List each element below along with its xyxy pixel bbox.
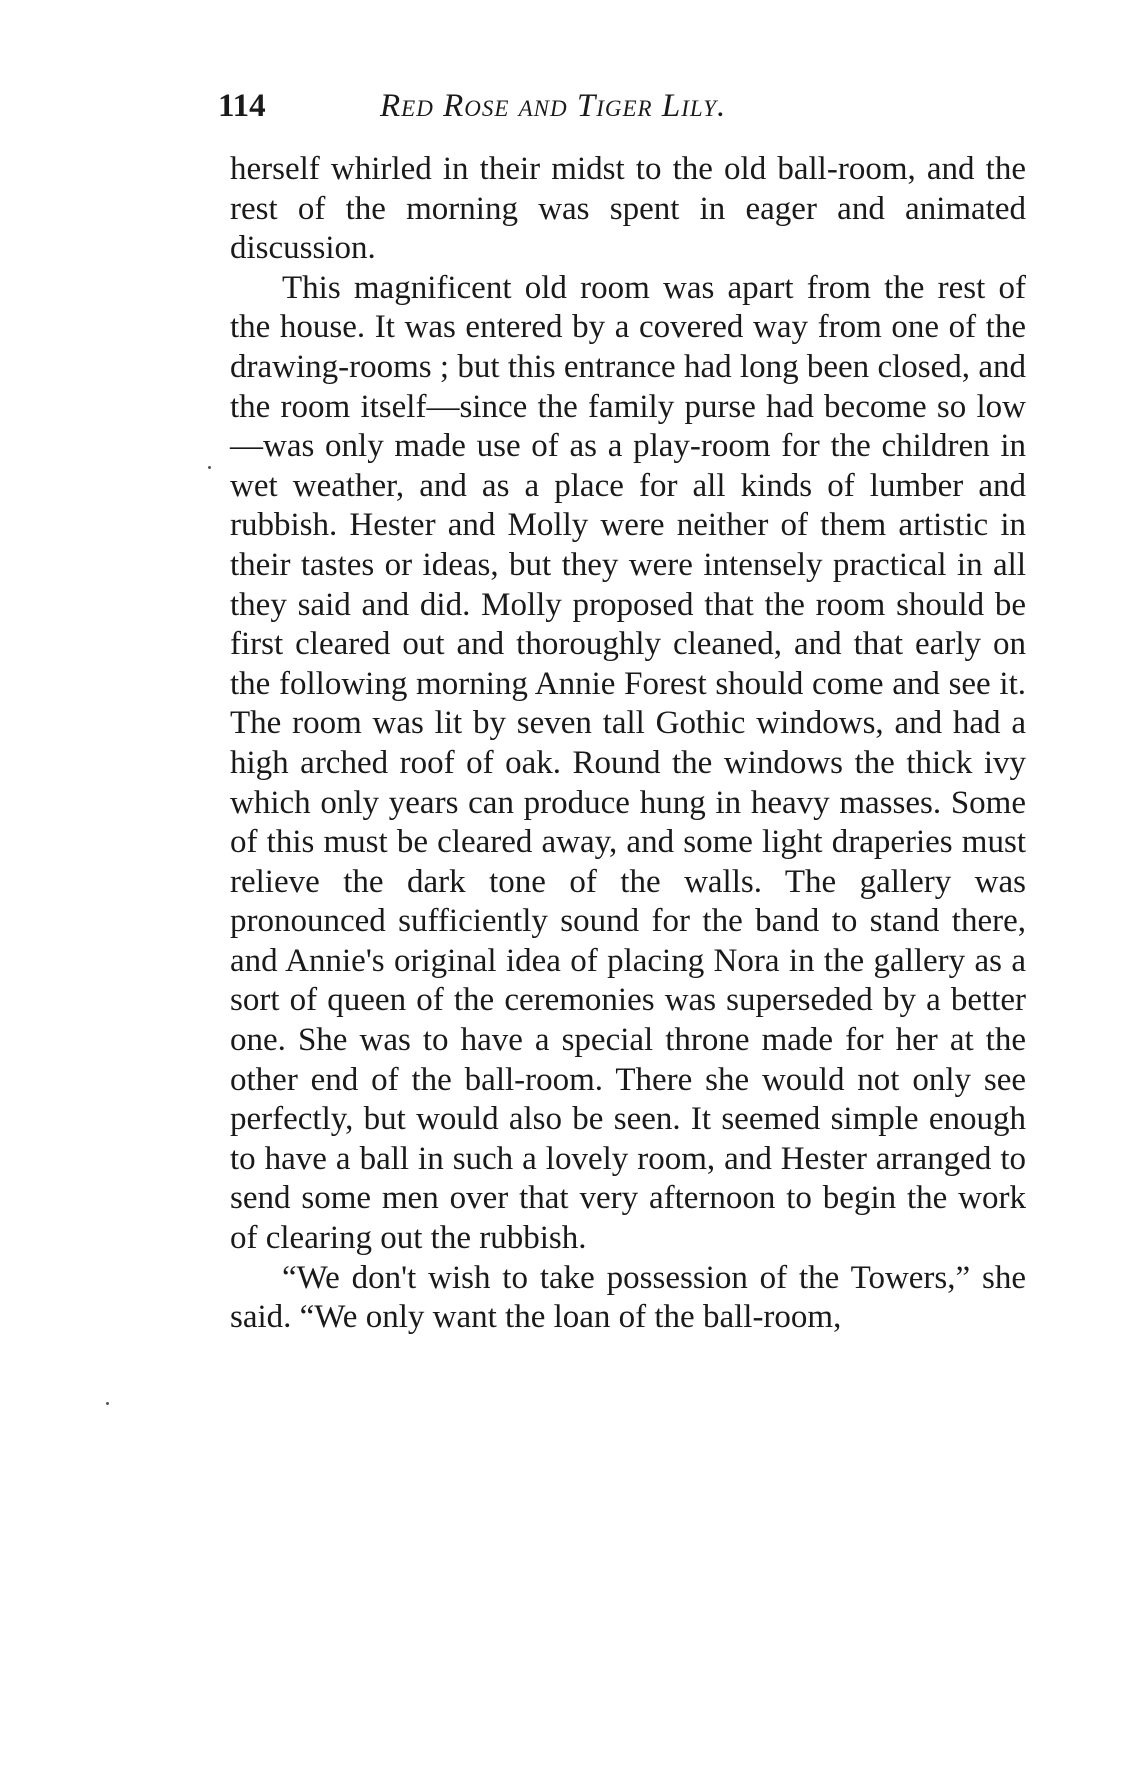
page-number: 114: [218, 88, 266, 124]
scan-speck: [106, 1402, 109, 1405]
page-header: [218, 88, 1028, 132]
scan-speck: [208, 466, 211, 469]
paragraph-2: This magnificent old room was apart from the rest of the house. It was entered by a covered way from one of the drawing-rooms ; but this entrance had long been closed, and the room itself—since the family purse had become so low—was only made use of as a play-room for the children in wet weather, and as a place for all kinds of lumber and rubbish. Hester and Molly were neither of them artistic in their tastes or ideas, but they were intensely practical in all they said and did. Molly proposed that the room should be first cleared out and thoroughly cleaned, and that early on the following morning Annie Forest should come and see it. The room was lit by seven tall Gothic windows, and had a high arched roof of oak. Round the windows the thick ivy which only years can produce hung in heavy masses. Some of this must be cleared away, and some light draperies must relieve the dark tone of the walls. The gallery was pronounced sufficiently sound for the band to stand there, and Annie's original idea of placing Nora in the gallery as a sort of queen of the ceremonies was superseded by a better one. She was to have a special throne made for her at the other end of the ball-room. There she would not only see perfectly, but would also be seen. It seemed simple enough to have a ball in such a lovely room, and Hester arranged to send some men over that very afternoon to begin the work of clearing out the rubbish.: [230, 269, 1026, 1257]
paragraph-3: “We don't wish to take possession of the Towers,” she said. “We only want the loan of the ball-room,: [230, 1259, 1026, 1336]
running-title: Red Rose and Tiger Lily.: [380, 88, 727, 124]
body-text: [230, 150, 1026, 1338]
paragraph-1: herself whirled in their midst to the old ball-room, and the rest of the morning was spent in eager and animated discussion.: [230, 151, 1026, 267]
